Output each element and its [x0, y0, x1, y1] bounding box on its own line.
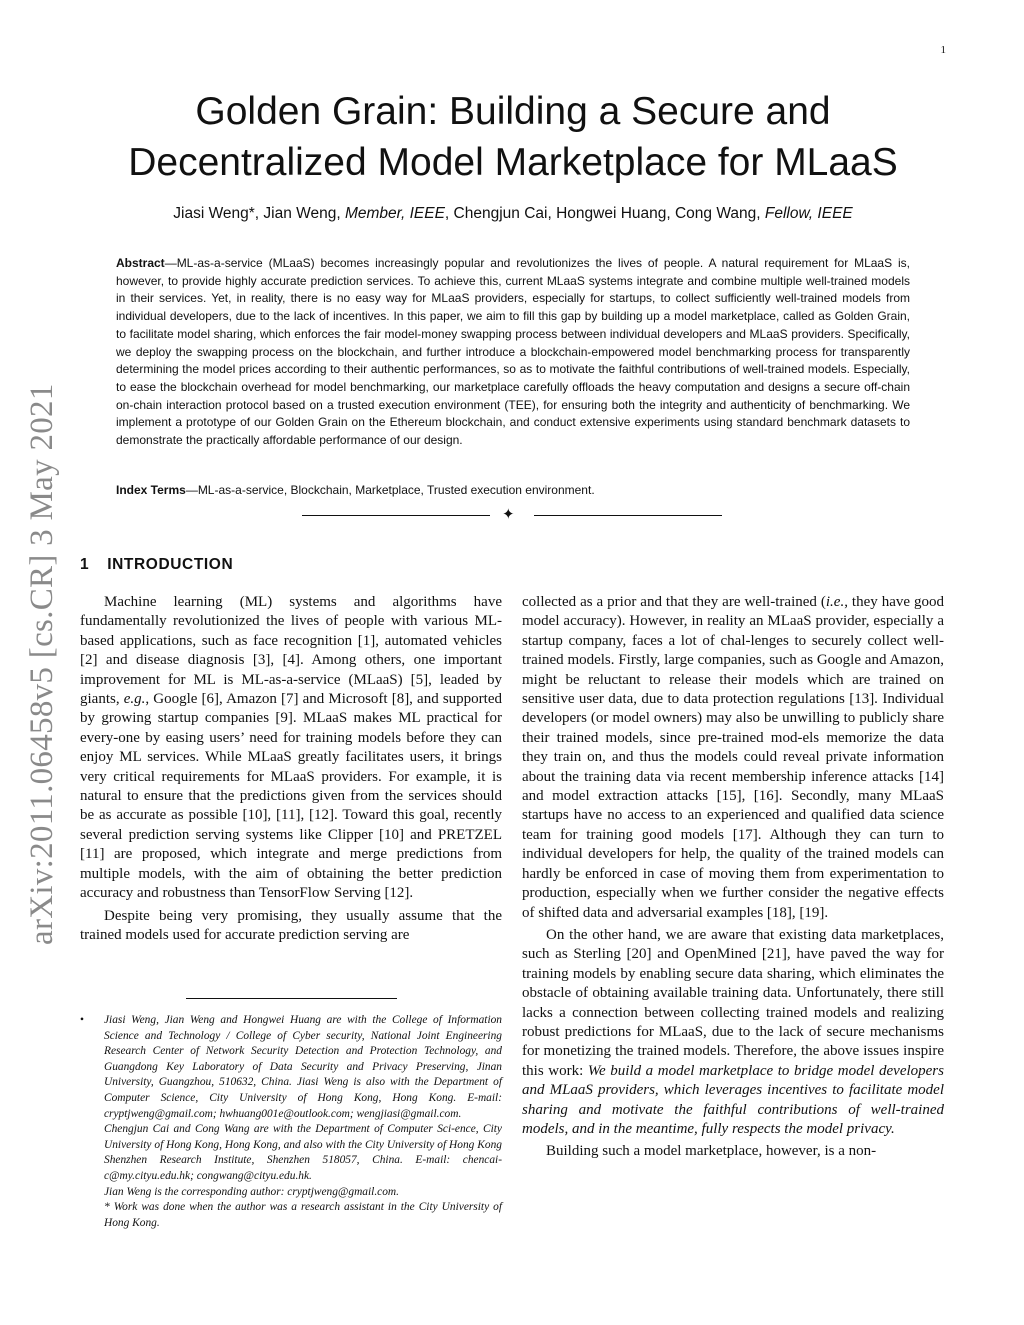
- index-terms-text: —ML-as-a-service, Blockchain, Marketplace, Trusted execution environment.: [185, 483, 595, 497]
- separator-line-right: [534, 515, 722, 516]
- intro-p3-ie: i.e.: [825, 594, 845, 610]
- separator-line-left: [302, 515, 490, 516]
- intro-paragraph-2: Despite being very promising, they usually assume that the trained models used for accurate prediction serving are: [80, 907, 502, 943]
- footnote-rule: [186, 998, 397, 999]
- page-number: 1: [940, 44, 946, 56]
- intro-paragraph-3: [522, 593, 944, 923]
- footnote-affiliation-2: Chengjun Cai and Cong Wang are with the Department of Computer Sci-ence, City University of Hong Kong, Hong Kong, and also with the City University of Hong Kong Shenzhen Research Institute, Shenzhen 518057, China. E-mail: chencai-c@my.cityu.edu.hk; congwang@cityu.edu.hk.: [104, 1123, 502, 1182]
- author-affiliation-footnote: [80, 1013, 502, 1231]
- intro-paragraph-5: Building such a model marketplace, however, is a non-: [546, 1143, 877, 1160]
- intro-p4-emphasis: We build a model marketplace to bridge model developers and MLaaS providers, which leverages incentives to facilitate model sharing and motivate the faithful contributions of well-trained models, and in the meantime, fully respects the model privacy.: [522, 1062, 944, 1137]
- intro-p3-text-a: collected as a prior and that they are well-trained (: [522, 594, 826, 610]
- abstract-text: —ML-as-a-service (MLaaS) becomes increasingly popular and revolutionizes the lives of people. A natural requirement for MLaaS is, however, to provide highly accurate prediction services. To achieve this, current MLaaS systems integrate and combine multiple well-trained models in their services. Yet, in reality, there is no easy way for MLaaS providers, especially for startups, to collect sufficiently well-trained models from individual developers, due to the lack of incentives. In this paper, we aim to fill this gap by building up a model marketplace, called as Golden Grain, to facilitate model sharing, which enforces the fair model-money swapping process between individual developers and MLaaS providers. Specifically, we deploy the swapping process on the blockchain, and further introduce a blockchain-empowered model benchmarking process for transparently determining the model prices according to their authentic performances, so as to motivate the faithful contributions of well-trained models. Especially, to ease the blockchain overhead for model benchmarking, our marketplace carefully offloads the heavy computation and designs a secure off-chain on-chain interaction protocol based on a trusted execution environment (TEE), for ensuring both the integrity and authenticity of benchmarking. We implement a prototype of our Golden Grain on the Ethereum blockchain, and conduct extensive experiments using standard benchmark datasets to demonstrate the practically affordable performance of our design.: [116, 256, 910, 448]
- index-terms-label: Index Terms: [116, 483, 186, 497]
- title-line-1: Golden Grain: Building a Secure and: [195, 90, 831, 133]
- separator-diamond-icon: ✦: [502, 507, 515, 523]
- abstract: [116, 255, 910, 450]
- arxiv-identifier-stamp: arXiv:2011.06458v5 [cs.CR] 3 May 2021: [24, 383, 60, 945]
- intro-p3-text-b: , they have good model accuracy). However, in reality an MLaaS provider, especially a startup company, faces a lot of chal-lenges to securely collect well-trained models. Firstly, large companies, such as Google and Amazon, might be reluctant to release their models which are trained on sensitive user data, due to data protection regulations [13]. Individual developers (or model owners) may also be unwilling to publicly share their trained models, since pre-trained mod-els memorize the data they train on, and thus the models could reveal private information about the training data via recent membership inference attacks [14] and model extraction attacks [15], [16]. Secondly, many MLaaS startups have no access to an experienced and qualified data science team for training good models [17]. Although they can turn to individual developers for help, the quality of the trained models can hardly be enforced in case of moving them from experimentation to production, especially when we further consider the negative effects of shifted data and adversarial examples [18], [19].: [522, 594, 944, 921]
- intro-paragraph-1: [80, 593, 502, 904]
- footnote-affiliation-1: Jiasi Weng, Jian Weng and Hongwei Huang are with the College of Information Science and Technology / College of Cyber security, National Joint Engineering Research Center of Network Security Detection and Protection Technology, and Guangdong Key Laboratory of Data Security and Privacy Preserving, Jinan University, Guangzhou, 510632, China. Jiasi Weng is also with the Department of Computer Science, City University of Hong Kong, Hong Kong. E-mail: cryptjweng@gmail.com; hwhuang001e@outlook.com; wengjiasi@gmail.com.: [104, 1014, 502, 1120]
- right-column: [522, 593, 944, 1165]
- intro-p4-text: On the other hand, we are aware that existing data marketplaces, such as Sterling [20] and OpenMined [21], have paved the way for training models by enabling secure data sharing, which eliminates the obstacle of obtaining available training data. Unfortunately, there still lacks a connection between collecting trained models and realizing robust predictions for MLaaS, due to the lack of secure mechanisms for monetizing the trained models. Therefore, the above issues inspire this work:: [522, 926, 944, 1079]
- section-title: INTRODUCTION: [107, 556, 234, 573]
- abstract-label: Abstract: [116, 256, 165, 270]
- intro-paragraph-4: [522, 926, 944, 1139]
- authors-part-1: Jiasi Weng*, Jian Weng,: [173, 205, 345, 222]
- left-column: [80, 593, 502, 948]
- title-line-2: Decentralized Model Marketplace for MLaaS: [128, 141, 898, 184]
- member-ieee: Member, IEEE: [344, 205, 445, 222]
- fellow-ieee: Fellow, IEEE: [764, 205, 853, 222]
- authors-part-2: , Chengjun Cai, Hongwei Huang, Cong Wang,: [444, 205, 765, 222]
- author-list: [80, 203, 946, 225]
- footnote-bullet-icon: •: [80, 1014, 84, 1026]
- intro-p1-text-a: Machine learning (ML) systems and algorithms have fundamentally revolutionized the lives of people with various ML-based applications, such as face recognition [1], automated vehicles [2] and disease diagnosis [3], [4]. Among others, one important improvement for ML is ML-as-a-service (MLaaS) [5], leaded by giants,: [80, 594, 502, 708]
- section-separator: [302, 505, 722, 525]
- intro-p1-eg: e.g.: [123, 691, 146, 708]
- footnote-work-note: * Work was done when the author was a research assistant in the City University of Hong Kong.: [104, 1201, 502, 1229]
- section-heading: [80, 556, 233, 574]
- intro-p1-text-b: , Google [6], Amazon [7] and Microsoft [8], and supported by growing startup companies [9]. MLaaS makes ML practical for every-one by easing users’ need for training models before they can enjoy ML services. While MLaaS greatly facilitates users, it brings very critical requirements for MLaaS providers. For example, it is natural to ensure that the predictions given from the services should be as accurate as possible [10], [11], [12]. Toward this goal, recently several prediction serving systems like Clipper [10] and PRETZEL [11] are proposed, which integrate and merge predictions from multiple models, with the aim of obtaining the better prediction accuracy and robustness than TensorFlow Serving [12].: [80, 691, 502, 902]
- index-terms: [116, 482, 910, 499]
- paper-title: [80, 86, 946, 188]
- footnote-corresponding-author: Jian Weng is the corresponding author: cryptjweng@gmail.com.: [104, 1185, 399, 1198]
- section-number: 1: [80, 556, 90, 573]
